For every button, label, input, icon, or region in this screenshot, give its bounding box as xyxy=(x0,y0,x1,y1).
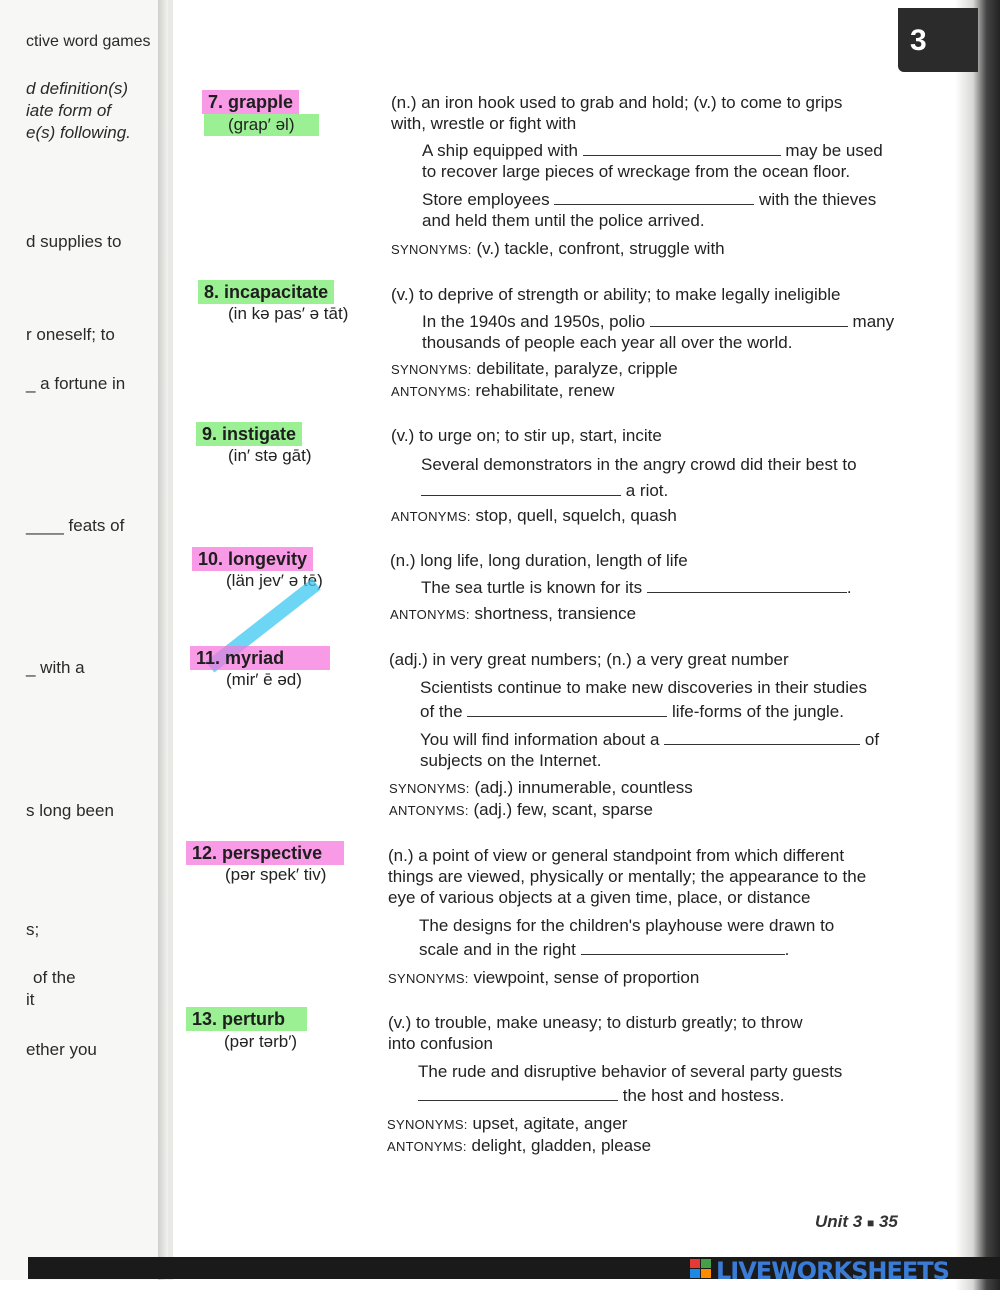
entry-pronunciation: (mir′ ē əd) xyxy=(226,670,302,689)
entry-definition: (n.) long life, long duration, length of life xyxy=(390,551,688,570)
synonyms-line: SYNONYMS: (adj.) innumerable, countless xyxy=(389,778,693,797)
unit-tab xyxy=(898,8,978,72)
answer-blank[interactable] xyxy=(664,730,860,745)
left-page-fragment: it xyxy=(26,990,35,1009)
left-page-edge xyxy=(0,0,160,1280)
example-sentence: Several demonstrators in the angry crowd did their best to a riot. xyxy=(421,455,857,500)
entry-headword: 12. perspective xyxy=(186,843,344,864)
synonyms-line: SYNONYMS: debilitate, paralyze, cripple xyxy=(391,359,678,378)
answer-blank[interactable] xyxy=(554,190,754,205)
synonyms-line: SYNONYMS: upset, agitate, anger xyxy=(387,1114,628,1133)
left-page-fragment: d supplies to xyxy=(26,232,122,251)
answer-blank[interactable] xyxy=(467,702,667,717)
entry-pronunciation: (in′ stə gāt) xyxy=(228,446,312,465)
entry-definition: (n.) a point of view or general standpoint from which different things are viewed, physically or mentally; the appearance to the eye of various objects at a given time, place, or distance xyxy=(388,846,867,907)
entry-pronunciation: (pər spek′ tiv) xyxy=(225,865,327,884)
liveworksheets-logo-icon xyxy=(690,1259,712,1279)
example-sentence: A ship equipped with may be used to recover large pieces of wreckage from the ocean floor. xyxy=(422,141,883,181)
answer-blank[interactable] xyxy=(650,312,848,327)
page-right-edge xyxy=(955,0,1000,1290)
left-page-fragment: s long been xyxy=(26,801,114,820)
answer-blank[interactable] xyxy=(421,481,621,496)
page-gutter xyxy=(158,0,168,1280)
entry-definition: (n.) an iron hook used to grab and hold; (v.) to come to grips with, wrestle or fight with xyxy=(391,93,843,133)
liveworksheets-watermark: LIVEWORKSHEETS xyxy=(716,1257,949,1285)
left-page-fragment: _ with a xyxy=(26,658,85,677)
left-page-fragment: d definition(s) xyxy=(26,79,129,98)
antonyms-line: ANTONYMS: rehabilitate, renew xyxy=(391,381,615,400)
left-page-fragment: e(s) following. xyxy=(26,123,131,142)
example-sentence: You will find information about a of subjects on the Internet. xyxy=(420,730,880,770)
antonyms-line: ANTONYMS: delight, gladden, please xyxy=(387,1136,652,1155)
unit-tab-number: 3 xyxy=(910,24,927,57)
entry-headword: 11. myriad xyxy=(190,648,330,669)
page-footer: Unit 3 ■ 35 xyxy=(815,1212,898,1231)
antonyms-line: ANTONYMS: shortness, transience xyxy=(390,604,637,623)
entry-pronunciation: (pər tərb′) xyxy=(224,1032,298,1051)
example-sentence: Store employees with the thieves and held them until the police arrived. xyxy=(422,190,877,230)
answer-blank[interactable] xyxy=(581,940,785,955)
example-sentence: The sea turtle is known for its . xyxy=(421,578,852,597)
entry-headword: 10. longevity xyxy=(192,549,313,570)
example-sentence: The designs for the children's playhouse were drawn to scale and in the right . xyxy=(419,916,835,959)
left-page-fragment: ether you xyxy=(26,1040,97,1059)
antonyms-line: ANTONYMS: stop, quell, squelch, quash xyxy=(391,506,677,525)
answer-blank[interactable] xyxy=(583,141,781,156)
entry-definition: (v.) to urge on; to stir up, start, incite xyxy=(391,426,662,445)
entry-headword: 9. instigate xyxy=(196,424,302,445)
entry-pronunciation: (län jev′ ə tē) xyxy=(226,571,323,590)
entry-definition: (v.) to trouble, make uneasy; to disturb greatly; to throw into confusion xyxy=(388,1013,803,1053)
entry-headword: 8. incapacitate xyxy=(198,282,334,303)
left-page-fragment: iate form of xyxy=(26,101,112,120)
answer-blank[interactable] xyxy=(418,1086,618,1101)
example-sentence: Scientists continue to make new discoveries in their studies of the life-forms of the jungle. xyxy=(420,678,867,721)
left-page-fragment: ____ feats of xyxy=(26,516,125,535)
synonyms-line: SYNONYMS: (v.) tackle, confront, struggle with xyxy=(391,239,725,258)
entry-pronunciation: (in kə pas′ ə tāt) xyxy=(228,304,349,323)
entry-headword: 13. perturb xyxy=(186,1009,307,1030)
answer-blank[interactable] xyxy=(647,578,847,593)
left-page-fragment: _ a fortune in xyxy=(26,374,126,393)
left-page-fragment: ctive word games xyxy=(26,33,151,50)
entry-definition: (adj.) in very great numbers; (n.) a very great number xyxy=(389,650,789,669)
example-sentence: The rude and disruptive behavior of several party guests the host and hostess. xyxy=(418,1062,843,1105)
synonyms-line: SYNONYMS: viewpoint, sense of proportion xyxy=(388,968,700,987)
left-page-fragment: s; xyxy=(26,920,40,939)
entry-headword: 7. grapple xyxy=(202,92,299,113)
example-sentence: In the 1940s and 1950s, polio many thousands of people each year all over the world. xyxy=(422,312,895,352)
left-page-fragment: r oneself; to xyxy=(26,325,115,344)
entry-definition: (v.) to deprive of strength or ability; to make legally ineligible xyxy=(391,285,841,304)
left-page-fragment: of the xyxy=(33,968,76,987)
antonyms-line: ANTONYMS: (adj.) few, scant, sparse xyxy=(389,800,654,819)
entry-pronunciation: (grap′ əl) xyxy=(204,114,319,136)
page-gutter-shadow xyxy=(168,0,173,1280)
